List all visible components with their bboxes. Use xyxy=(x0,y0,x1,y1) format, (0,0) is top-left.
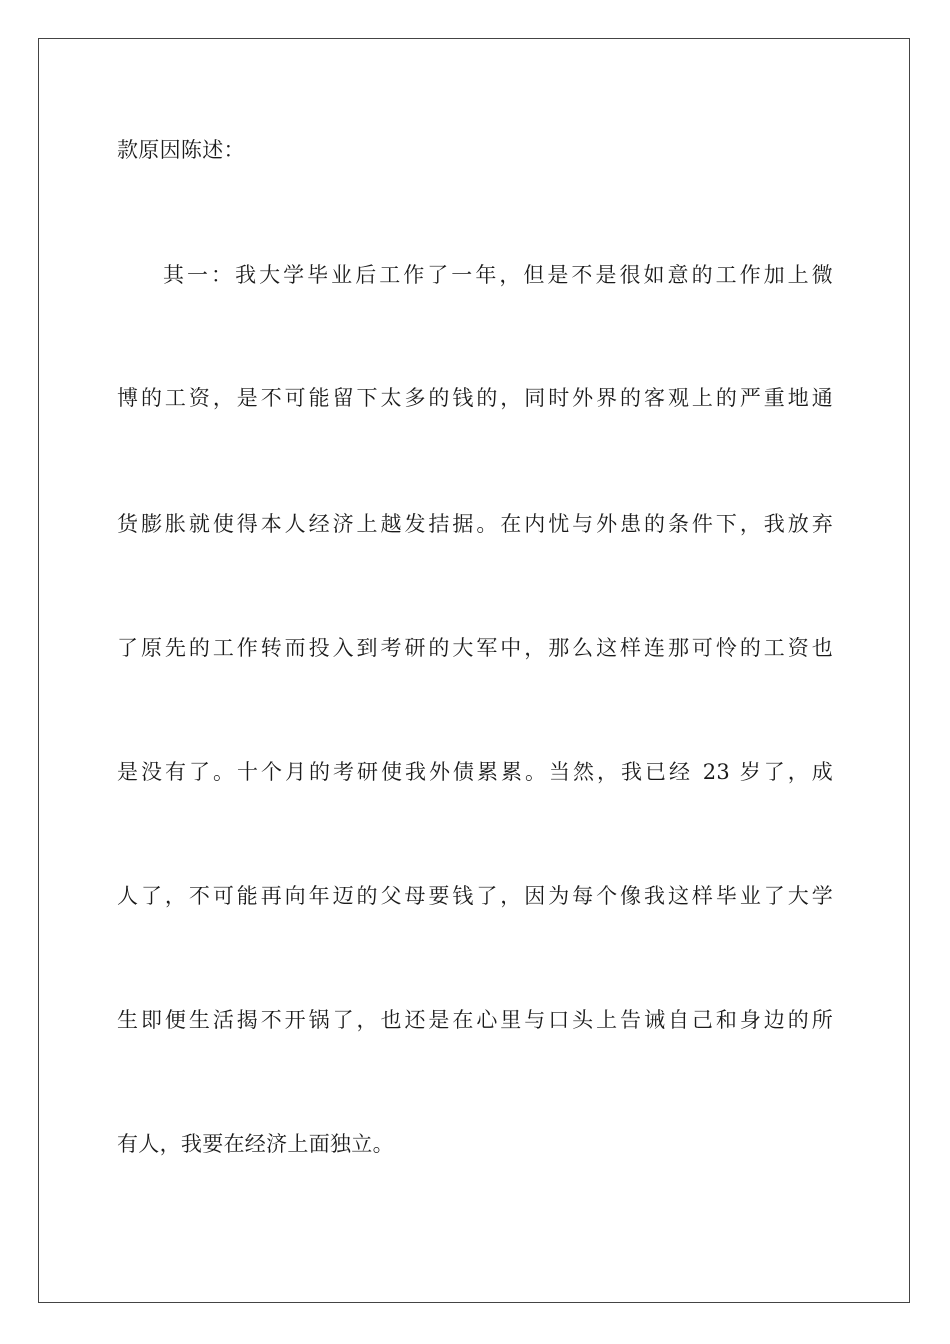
page-border xyxy=(38,38,910,1303)
text-line: 博的工资，是不可能留下太多的钱的，同时外界的客观上的严重地通 xyxy=(117,386,833,410)
text-line: 生即便生活揭不开锅了，也还是在心里与口头上告诫自己和身边的所 xyxy=(117,1008,833,1032)
text-line: 人了，不可能再向年迈的父母要钱了，因为每个像我这样毕业了大学 xyxy=(117,884,833,908)
text-line: 其一：我大学毕业后工作了一年，但是不是很如意的工作加上微 xyxy=(163,263,833,287)
text-line: 货膨胀就使得本人经济上越发拮据。在内忧与外患的条件下，我放弃 xyxy=(117,512,833,536)
text-line: 有人，我要在经济上面独立。 xyxy=(117,1132,394,1156)
text-line: 款原因陈述： xyxy=(117,138,245,162)
text-line: 了原先的工作转而投入到考研的大军中，那么这样连那可怜的工资也 xyxy=(117,636,833,660)
text-line: 是没有了。十个月的考研使我外债累累。当然，我已经 23 岁了，成 xyxy=(117,760,833,784)
